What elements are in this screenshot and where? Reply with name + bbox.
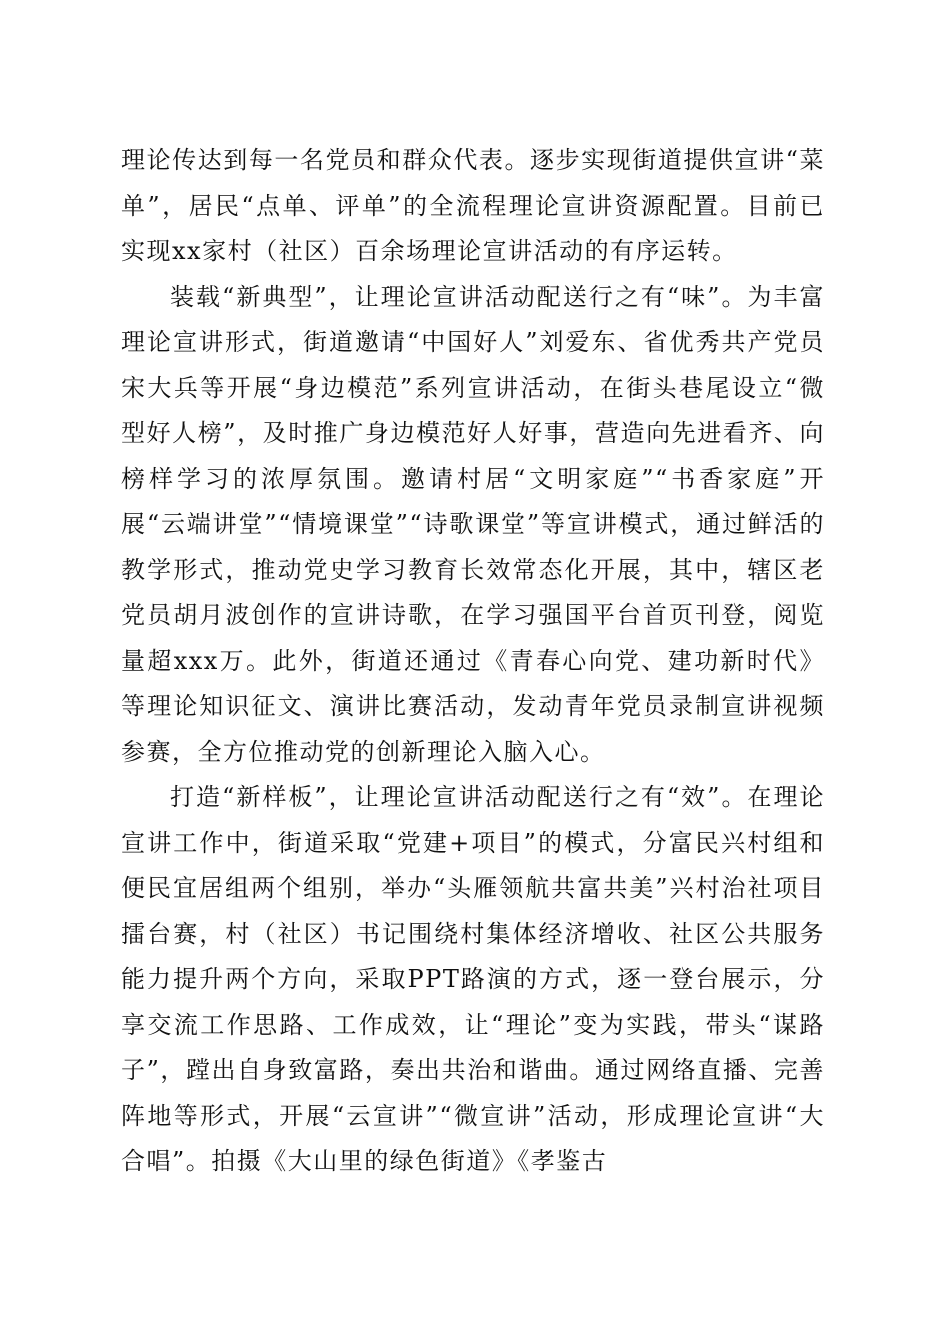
paragraph-new-template: 打造“新样板”，让理论宣讲活动配送行之有“效”。在理论宣讲工作中，街道采取“党建+项目”的模式，分富民兴村组和便民宜居组两个组别，举办“头雁领航共富共美”兴村治社项目擂台赛，村（社区）书记围绕村集体经济增收、社区公共服务能力提升两个方向，采取PPT路演的方式，逐一登台展示，分享交流工作思路、工作成效，让“理论”变为实践，带头“谋路子”，蹚出自身致富路，奏出共治和谐曲。通过网络直播、完善阵地等形式，开展“云宣讲”“微宣讲”活动，形成理论宣讲“大合唱”。拍摄《大山里的绿色街道》《孝鉴古 bbox=[121, 783, 825, 1175]
paragraph-continued: 理论传达到每一名党员和群众代表。逐步实现街道提供宣讲“菜单”，居民“点单、评单”的全流程理论宣讲资源配置。目前已实现xx家村（社区）百余场理论宣讲活动的有序运转。 bbox=[121, 146, 825, 265]
paragraph-new-model: 装载“新典型”，让理论宣讲活动配送行之有“味”。为丰富理论宣讲形式，街道邀请“中国好人”刘爱东、省优秀共产党员宋大兵等开展“身边模范”系列宣讲活动，在街头巷尾设立“微型好人榜”，及时推广身边模范好人好事，营造向先进看齐、向榜样学习的浓厚氛围。邀请村居“文明家庭”“书香家庭”开展“云端讲堂”“情境课堂”“诗歌课堂”等宣讲模式，通过鲜活的教学形式，推动党史学习教育长效常态化开展，其中，辖区老党员胡月波创作的宣讲诗歌，在学习强国平台首页刊登，阅览量超xxx万。此外，街道还通过《青春心向党、建功新时代》等理论知识征文、演讲比赛活动，发动青年党员录制宣讲视频参赛，全方位推动党的创新理论入脑入心。 bbox=[121, 282, 825, 766]
document-body bbox=[121, 138, 825, 1185]
